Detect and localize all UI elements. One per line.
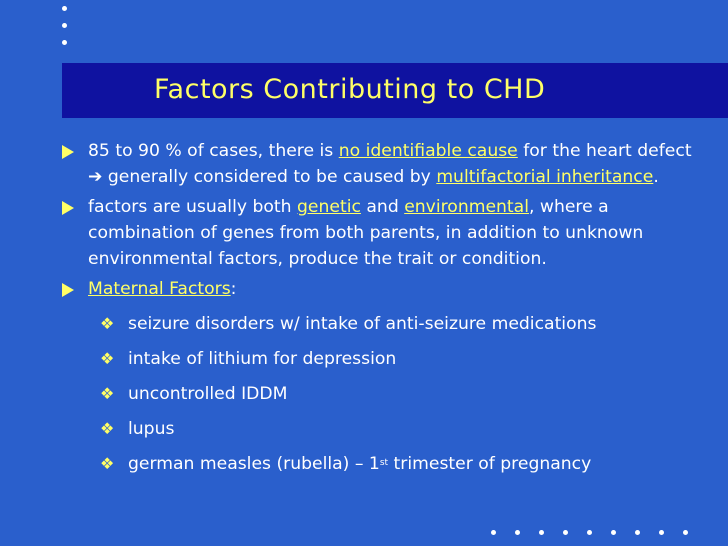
link-no-identifiable-cause[interactable]: no identifiable cause [338, 141, 518, 161]
link-genetic[interactable]: genetic [297, 197, 361, 217]
diamond-bullet-icon: ❖ [100, 349, 115, 368]
right-arrow-icon: ➔ [88, 167, 103, 187]
slide-title: Factors Contributing to CHD [154, 74, 546, 105]
diamond-bullet-icon: ❖ [100, 454, 115, 473]
arrow-bullet-icon [62, 145, 74, 159]
decorative-dots-left [62, 6, 70, 57]
sub-bullet-text: lupus [128, 419, 175, 439]
bullet-unknown-cause [62, 138, 702, 190]
bullet-text: , where a combination of genes from both parents, in addition to unknown environmental factors, produce the trait or condition. [88, 197, 644, 269]
sub-bullet-text: seizure disorders w/ intake of anti-seizure medications [128, 314, 597, 334]
link-maternal-factors[interactable]: Maternal Factors [88, 279, 231, 299]
diamond-bullet-icon: ❖ [100, 384, 115, 403]
sub-bullet-seizure [62, 311, 702, 337]
slide-content [62, 138, 702, 477]
arrow-bullet-icon [62, 201, 74, 215]
arrow-bullet-icon [62, 283, 74, 297]
bullet-text: : [230, 279, 237, 299]
sub-bullet-iddm [62, 381, 702, 407]
bullet-text: factors are usually both [88, 197, 298, 217]
sub-bullet-text: uncontrolled IDDM [128, 384, 288, 404]
sub-bullet-lithium [62, 346, 702, 372]
diamond-bullet-icon: ❖ [100, 314, 115, 333]
sub-bullet-text: intake of lithium for depression [128, 349, 397, 369]
title-bar [62, 63, 728, 118]
link-multifactorial-inheritance[interactable]: multifactorial inheritance [436, 167, 654, 187]
sub-bullet-text: trimester of pregnancy [388, 454, 592, 474]
link-environmental[interactable]: environmental [404, 197, 529, 217]
sub-bullet-text: german measles (rubella) – 1 [128, 454, 380, 474]
bullet-maternal-factors [62, 276, 702, 302]
bullet-genetic-environmental [62, 194, 702, 272]
sub-bullet-rubella [62, 451, 702, 477]
sub-bullet-lupus [62, 416, 702, 442]
decorative-dots-bottom [472, 530, 688, 538]
diamond-bullet-icon: ❖ [100, 419, 115, 438]
bullet-text: and [360, 197, 405, 217]
superscript-st: st [379, 458, 389, 468]
bullet-text: generally considered to be caused by [102, 167, 437, 187]
bullet-text: 85 to 90 % of cases, there is [88, 141, 339, 161]
bullet-text: for the heart defect [517, 141, 692, 161]
bullet-text: . [653, 167, 659, 187]
